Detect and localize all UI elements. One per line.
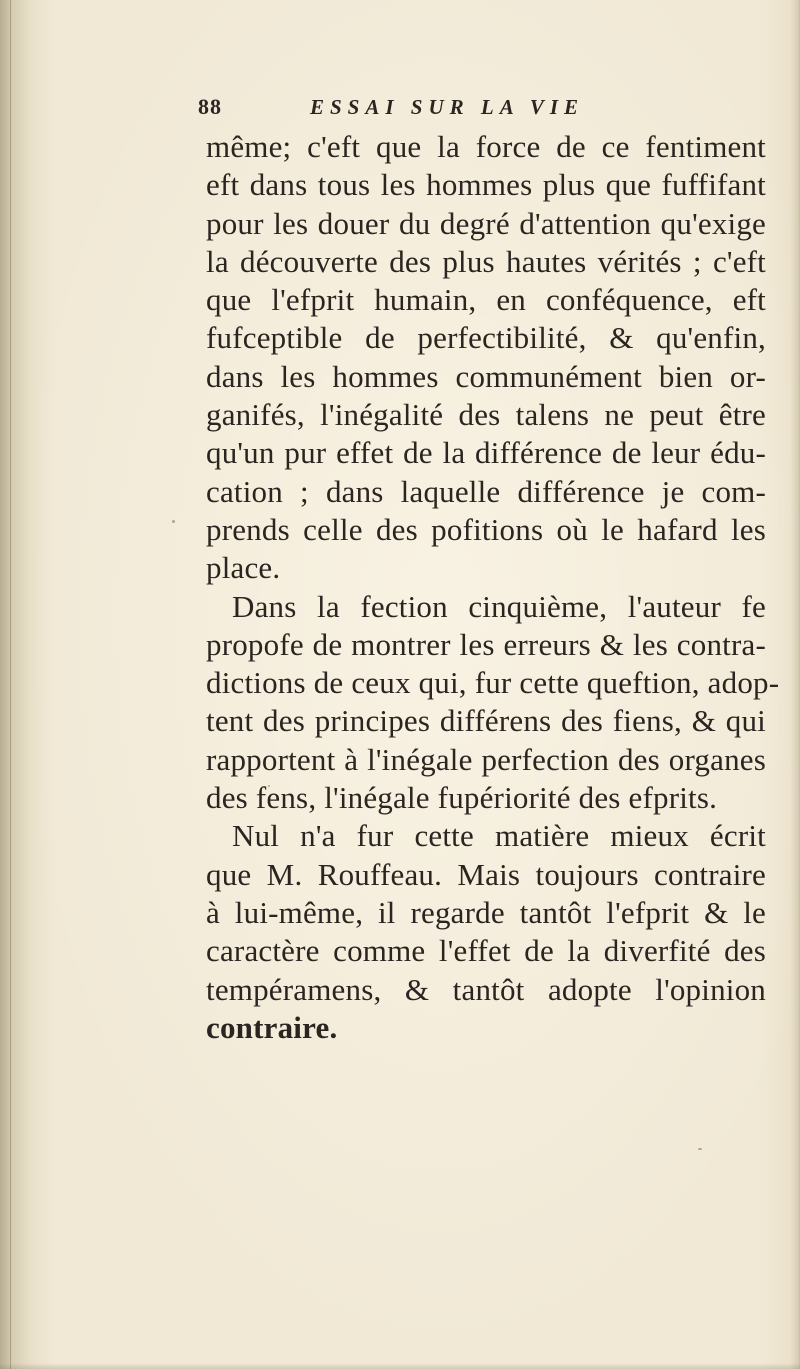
binding-crease bbox=[10, 0, 11, 1369]
page-binding-edge bbox=[0, 0, 38, 1369]
text-line: tent des principes différens des fiens, & qui bbox=[206, 703, 766, 739]
text-line: à lui-même, il regarde tantôt l'efprit & le bbox=[206, 894, 766, 930]
running-head: ESSAI SUR LA VIE bbox=[310, 95, 585, 119]
text-line: qu'un pur effet de la différence de leur édu- bbox=[206, 435, 766, 471]
text-line: fufceptible de perfectibilité, & qu'enfin, bbox=[206, 320, 766, 356]
text-line: des fens, l'inégale fupériorité des efprits. bbox=[206, 780, 718, 816]
text-line: ganifés, l'inégalité des talens ne peut être bbox=[206, 397, 766, 433]
text-line: contraire. bbox=[206, 1009, 338, 1045]
page-right-edge bbox=[790, 0, 800, 1369]
text-line: dictions de ceux qui, fur cette queftion, adop- bbox=[206, 665, 780, 701]
paper-speck bbox=[698, 1148, 702, 1150]
page-number: 88 bbox=[198, 94, 222, 119]
page-header bbox=[198, 94, 584, 124]
text-line: eft dans tous les hommes plus que fuffifant bbox=[206, 167, 766, 203]
text-line: caractère comme l'effet de la diverfité des bbox=[206, 933, 766, 969]
text-line: tempéramens, & tantôt adopte l'opinion bbox=[206, 971, 766, 1007]
text-line: cation ; dans laquelle différence je com- bbox=[206, 473, 766, 509]
paragraph-start-line: Dans la fection cinquième, l'auteur fe bbox=[232, 588, 766, 624]
text-line: propofe de montrer les erreurs & les contra- bbox=[206, 626, 766, 662]
page-bottom-shadow bbox=[0, 1363, 800, 1369]
text-line: que M. Rouffeau. Mais toujours contraire bbox=[206, 856, 766, 892]
text-line: même; c'eft que la force de ce fentiment bbox=[206, 129, 766, 164]
paragraph-start-line: Nul n'a fur cette matière mieux écrit bbox=[232, 818, 766, 854]
text-line: rapportent à l'inégale perfection des organes bbox=[206, 741, 766, 777]
text-line: que l'efprit humain, en conféquence, eft bbox=[206, 282, 766, 318]
text-line: prends celle des pofitions où le hafard les bbox=[206, 511, 766, 547]
text-line: pour les douer du degré d'attention qu'exige bbox=[206, 205, 766, 241]
text-line: la découverte des plus hautes vérités ; c'eft bbox=[206, 243, 766, 279]
paper-speck bbox=[172, 520, 175, 523]
body-text bbox=[206, 128, 780, 1047]
text-line: place. bbox=[206, 550, 281, 586]
text-line: dans les hommes communément bien or- bbox=[206, 358, 766, 394]
